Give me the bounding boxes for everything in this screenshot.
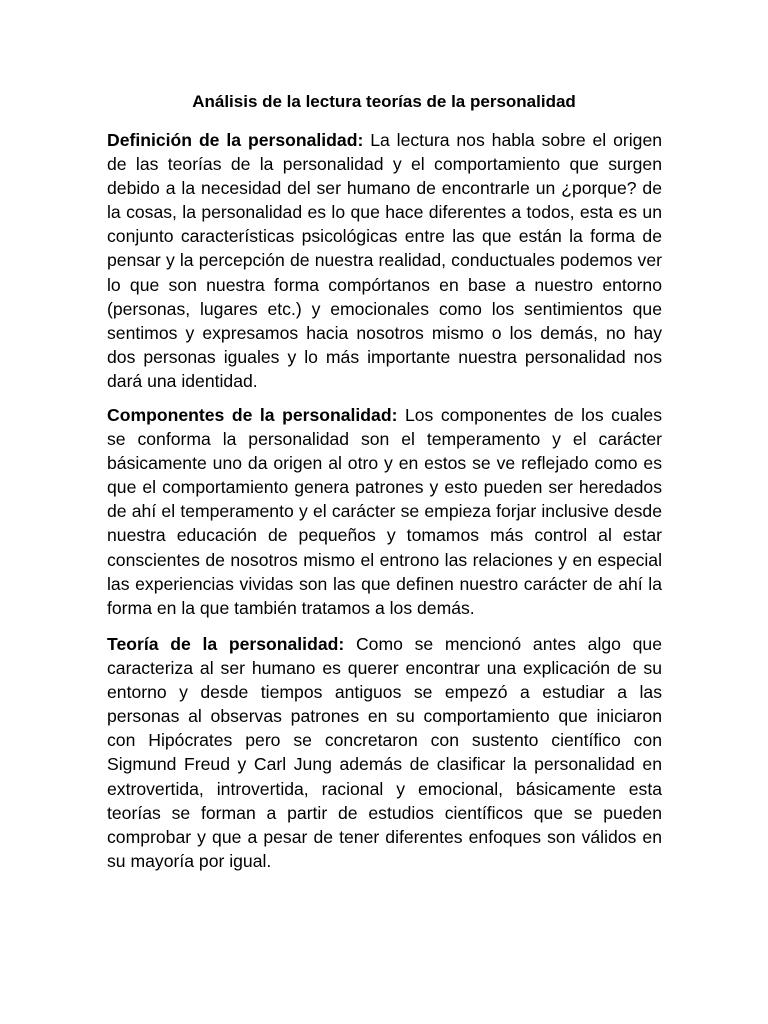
section-body: Los componentes de los cuales se conforma la personalidad son el temperamento y el carácter básicamente uno da origen al otro y en estos se ve reflejado como es que el comportamiento genera patrones y esto pueden ser heredados de ahí el temperamento y el carácter se empieza forjar inclusive desde nuestra educación de pequeños y tomamos más control al estar conscientes de nosotros mismo el entrono las relaciones y en especial las experiencias vividas son las que definen nuestro carácter de ahí la forma en la que también tratamos a los demás.: [107, 405, 663, 618]
section-body: Como se mencionó antes algo que caracteriza al ser humano es querer encontrar una explicación de su entorno y desde tiempos antiguos se empezó a estudiar a las personas al observas patrones en su comportamiento que iniciaron con Hipócrates pero se concretaron con sustento científico con Sigmund Freud y Carl Jung además de clasificar la personalidad en extrovertida, introvertida, racional y emocional, básicamente esta teorías se forman a partir de estudios científicos que se pueden comprobar y que a pesar de tener diferentes enfoques son válidos en su mayoría por igual.: [107, 634, 663, 871]
section-heading: Componentes de la personalidad:: [107, 405, 398, 425]
document-title: Análisis de la lectura teorías de la personalidad: [192, 92, 576, 111]
section-heading: Teoría de la personalidad:: [107, 634, 345, 654]
section-body: La lectura nos habla sobre el origen de las teorías de la personalidad y el comportamiento que surgen debido a la necesidad del ser humano de encontrarle un ¿porque? de la cosas, la personalidad es lo que hace diferentes a todos, esta es un conjunto características psicológicas entre las que están la forma de pensar y la percepción de nuestra realidad, conductuales podemos ver lo que son nuestra forma compórtanos en base a nuestro entorno (personas, lugares etc.) y emocionales como los sentimientos que sentimos y expresamos hacia nosotros mismo o los demás, no hay dos personas iguales y lo más importante nuestra personalidad nos dará una identidad.: [107, 130, 663, 391]
section-heading: Definición de la personalidad:: [107, 130, 364, 150]
section-componentes: [107, 403, 662, 620]
section-definicion: [107, 128, 662, 393]
section-teoria: [107, 632, 662, 873]
